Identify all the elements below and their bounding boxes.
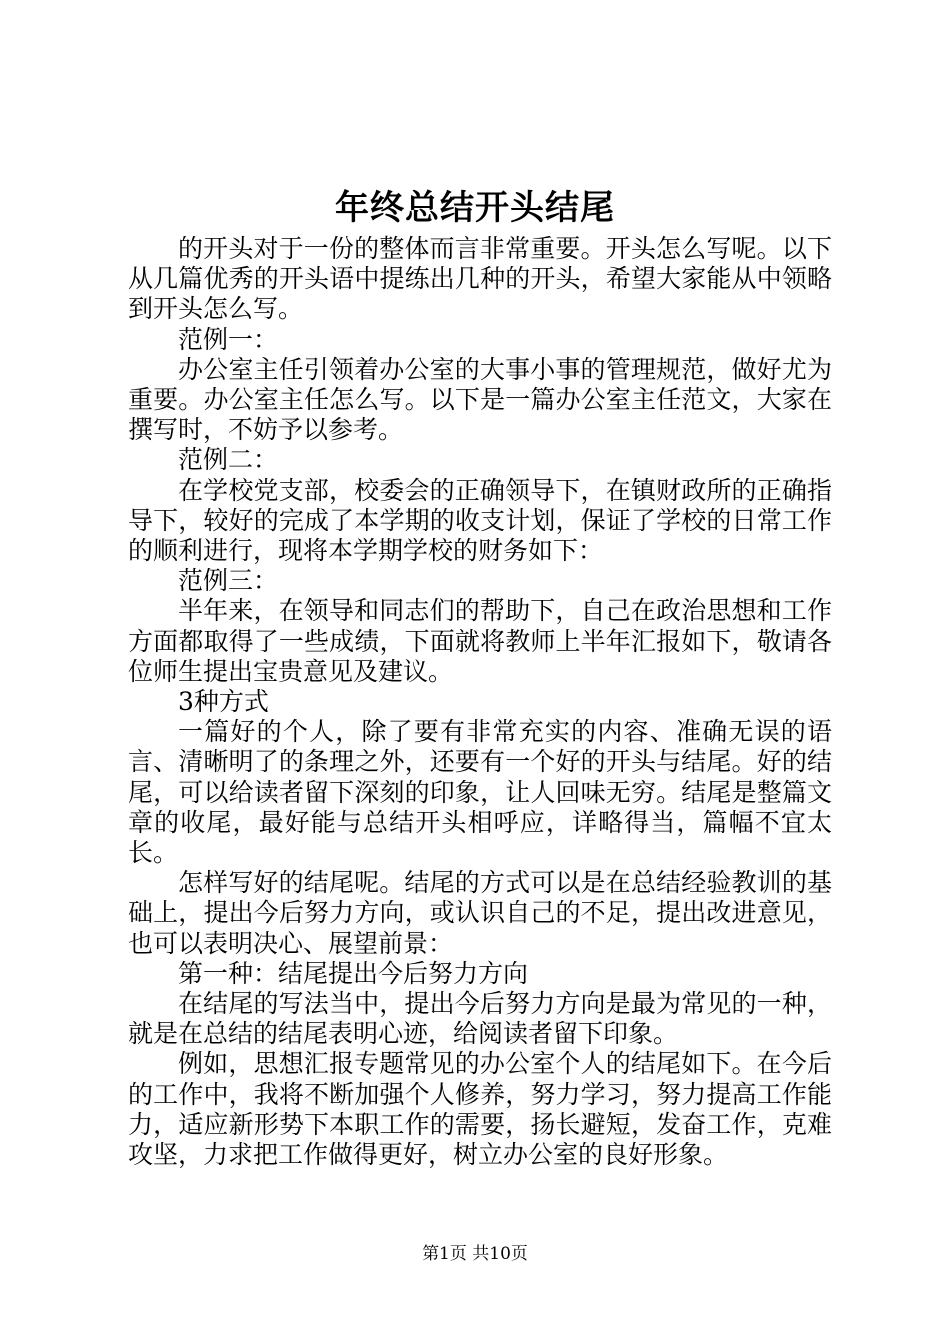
paragraph-method-1-heading: 第一种：结尾提出今后努力方向 (178, 958, 529, 988)
document-body (128, 234, 832, 1170)
paragraph-example-2-heading: 范例二： (178, 445, 279, 475)
paragraph-example-1-heading: 范例一： (178, 324, 279, 354)
paragraph-example-3-text: 半年来，在领导和同志们的帮助下，自己在政治思想和工作方面都取得了一些成绩，下面就将教师上半年汇报如下，敬请各位师生提出宝贵意见及建议。 (128, 596, 832, 686)
paragraph-example-ending: 例如，思想汇报专题常见的办公室个人的结尾如下。在今后的工作中，我将不断加强个人修养，努力学习，努力提高工作能力，适应新形势下本职工作的需要，扬长避短，发奋工作，克难攻坚，力求把工作做得更好，树立办公室的良好形象。 (128, 1049, 832, 1170)
paragraph-example-3-heading: 范例三： (178, 566, 279, 596)
paragraph-method-1-text: 在结尾的写法当中，提出今后努力方向是最为常见的一种，就是在总结的结尾表明心迹，给阅读者留下印象。 (128, 989, 832, 1049)
paragraph-example-1-text: 办公室主任引领着办公室的大事小事的管理规范，做好尤为重要。办公室主任怎么写。以下是一篇办公室主任范文，大家在撰写时，不妨予以参考。 (128, 354, 832, 445)
paragraph-good-ending: 一篇好的个人，除了要有非常充实的内容、准确无误的语言、清晰明了的条理之外，还要有一个好的开头与结尾。好的结尾，可以给读者留下深刻的印象，让人回味无穷。结尾是整篇文章的收尾，最好能与总结开头相呼应，详略得当，篇幅不宜太长。 (128, 717, 832, 868)
page-footer: 第1页 共10页 (422, 1244, 528, 1264)
paragraph-example-2-text: 在学校党支部，校委会的正确领导下，在镇财政所的正确指导下，较好的完成了本学期的收支计划，保证了学校的日常工作的顺利进行，现将本学期学校的财务如下： (128, 475, 832, 566)
paragraph-how-to-end: 怎样写好的结尾呢。结尾的方式可以是在总结经验教训的基础上，提出今后努力方向，或认识自己的不足，提出改进意见，也可以表明决心、展望前景： (128, 868, 832, 958)
paragraph-intro: 的开头对于一份的整体而言非常重要。开头怎么写呢。以下从几篇优秀的开头语中提练出几种的开头，希望大家能从中领略到开头怎么写。 (128, 234, 832, 324)
document-title: 年终总结开头结尾 (335, 188, 615, 228)
paragraph-three-methods-heading: 3种方式 (178, 687, 269, 717)
